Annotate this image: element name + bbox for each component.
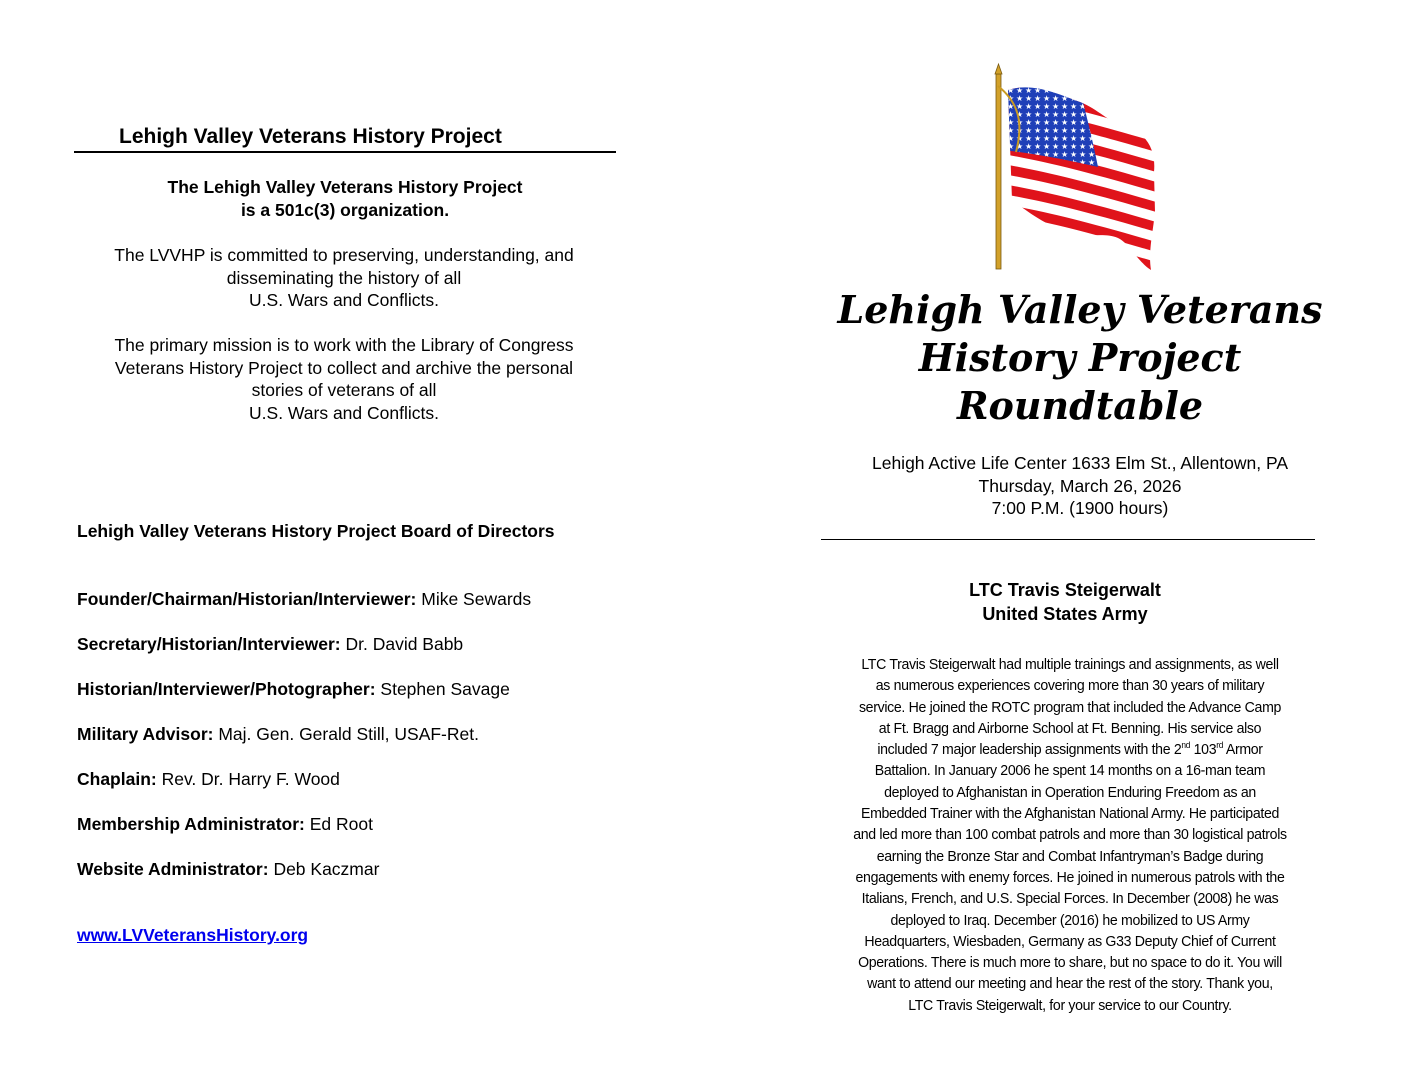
- bio-line: Battalion. In January 2006 he spent 14 months on a 16-man team: [874, 762, 1266, 780]
- bio-line: want to attend our meeting and hear the rest of the story. Thank you,: [867, 975, 1273, 993]
- bio-line: at Ft. Bragg and Airborne School at Ft. Benning. His service also: [878, 719, 1262, 737]
- bio-line: earning the Bronze Star and Combat Infantryman’s Badge during: [876, 847, 1264, 865]
- board-title: Lehigh Valley Veterans History Project Board of Directors: [77, 521, 555, 541]
- section-divider: [821, 539, 1315, 540]
- bio-line: [836, 739, 1305, 760]
- speaker-branch: United States Army: [982, 604, 1148, 624]
- mission-block: [74, 334, 614, 424]
- mission-line: Veterans History Project to collect and archive the personal: [114, 357, 574, 378]
- event-date: Thursday, March 26, 2026: [978, 475, 1182, 496]
- bio-line: Headquarters, Wiesbaden, Germany as G33 Deputy Chief of Current: [864, 932, 1276, 950]
- commitment-line: U.S. Wars and Conflicts.: [249, 290, 439, 310]
- board-member: [77, 678, 637, 700]
- board-name: Deb Kaczmar: [273, 859, 380, 879]
- bio-line: Operations. There is much more to share, but no space to do it. You will: [858, 954, 1282, 972]
- mission-line: U.S. Wars and Conflicts.: [249, 402, 439, 423]
- script-title-line: History Project: [918, 335, 1242, 380]
- commitment-line: disseminating the history of all: [226, 267, 462, 288]
- board-member: [77, 633, 637, 655]
- board-member: [77, 768, 637, 790]
- speaker-heading: [820, 578, 1310, 626]
- board-role: Website Administrator:: [77, 859, 269, 879]
- bio-line: Italians, French, and U.S. Special Forces. In December (2008) he was: [861, 890, 1279, 908]
- bio-line: and led more than 100 combat patrols and more than 30 logistical patrols: [853, 826, 1287, 844]
- board-role: Membership Administrator:: [77, 814, 305, 834]
- commitment-block: [74, 244, 614, 312]
- mission-line: stories of veterans of all: [251, 380, 437, 400]
- bio-line: deployed to Afghanistan in Operation Enduring Freedom as an: [884, 783, 1256, 801]
- bio-text: Armor: [1223, 741, 1263, 759]
- board-member: [77, 723, 637, 745]
- bio-text: 103: [1190, 741, 1217, 759]
- event-info: [820, 452, 1340, 520]
- board-name: Mike Sewards: [421, 589, 532, 609]
- org-status-line: is a 501c(3) organization.: [240, 200, 450, 220]
- website-link[interactable]: www.LVVeteransHistory.org: [77, 925, 309, 945]
- board-role: Military Advisor:: [77, 724, 214, 744]
- script-title-line: Lehigh Valley Veterans: [837, 287, 1323, 332]
- bio-line: as numerous experiences covering more than 30 years of military: [875, 677, 1265, 695]
- bio-line: engagements with enemy forces. He joined in numerous patrols with the: [855, 868, 1285, 886]
- board-role: Founder/Chairman/Historian/Interviewer:: [77, 589, 417, 609]
- speaker-name: LTC Travis Steigerwalt: [969, 580, 1161, 600]
- board-name: Dr. David Babb: [345, 634, 464, 654]
- left-title: [74, 124, 616, 153]
- bio-line: Embedded Trainer with the Afghanistan National Army. He participated: [860, 805, 1280, 823]
- board-name: Maj. Gen. Gerald Still, USAF-Ret.: [218, 724, 479, 744]
- event-script-title: [820, 286, 1340, 430]
- bio-line: LTC Travis Steigerwalt had multiple trainings and assignments, as well: [861, 656, 1279, 673]
- org-status-line: The Lehigh Valley Veterans History Project: [167, 177, 523, 197]
- event-time: 7:00 P.M. (1900 hours): [991, 498, 1169, 518]
- american-flag-icon: [988, 62, 1163, 274]
- bio-superscript: rd: [1216, 740, 1224, 751]
- bio-text: included 7 major leadership assignments with the 2: [877, 741, 1182, 759]
- speaker-bio: [836, 654, 1305, 1016]
- event-location: Lehigh Active Life Center 1633 Elm St., Allentown, PA: [871, 453, 1289, 473]
- bio-line: deployed to Iraq. December (2016) he mobilized to US Army: [890, 911, 1250, 929]
- org-status-block: [74, 176, 616, 222]
- board-member: [77, 588, 637, 610]
- board-role: Chaplain:: [77, 769, 157, 789]
- left-title-text: Lehigh Valley Veterans History Project: [119, 125, 502, 148]
- board-name: Stephen Savage: [380, 679, 510, 699]
- bio-superscript: nd: [1181, 740, 1191, 751]
- script-title-line: Roundtable: [956, 383, 1204, 428]
- board-role: Historian/Interviewer/Photographer:: [77, 679, 376, 699]
- board-member: [77, 858, 637, 880]
- commitment-line: The LVVHP is committed to preserving, understanding, and: [114, 245, 574, 265]
- board-role: Secretary/Historian/Interviewer:: [77, 634, 341, 654]
- board-member: [77, 813, 637, 835]
- bio-line: service. He joined the ROTC program that included the Advance Camp: [858, 698, 1282, 716]
- mission-line: The primary mission is to work with the Library of Congress: [114, 335, 574, 355]
- board-name: Ed Root: [309, 814, 373, 834]
- bio-line: LTC Travis Steigerwalt, for your service to our Country.: [908, 996, 1232, 1014]
- board-name: Rev. Dr. Harry F. Wood: [161, 769, 340, 789]
